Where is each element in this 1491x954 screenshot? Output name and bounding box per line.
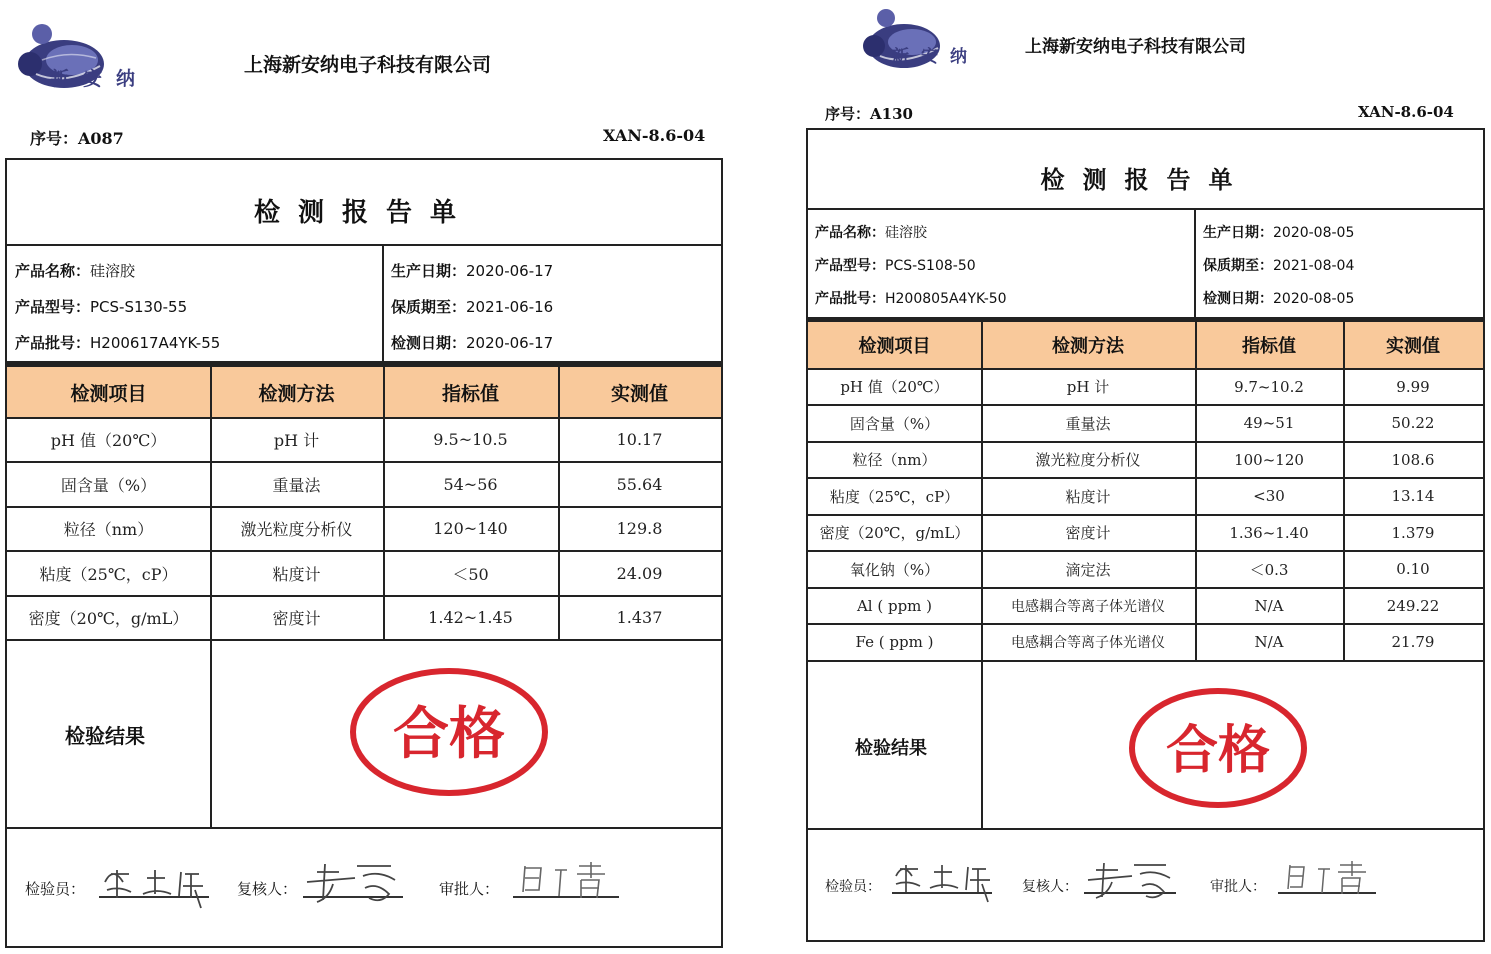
table-cell: 电感耦合等离子体光谱仪 [1011, 635, 1165, 651]
expiry-date: 2021-06-16 [466, 298, 554, 316]
stamp-text: 合格 [393, 702, 505, 767]
test-date: 2020-06-17 [466, 334, 554, 352]
production-date-label: 生产日期： [1203, 225, 1273, 241]
table-cell: <30 [1253, 487, 1285, 505]
report-frame [5, 158, 723, 948]
table-cell: pH 值（20℃） [50, 431, 167, 450]
inspector-label: 检验员： [25, 880, 86, 898]
table-header-spec: 指标值 [1242, 336, 1296, 357]
inspection-result-label: 检验结果 [855, 738, 927, 759]
test-date-label: 检测日期： [1203, 291, 1273, 307]
report-title: 检测报告单 [253, 198, 474, 228]
qualified-stamp [1126, 686, 1310, 810]
table-cell: 粘度（25℃，cP） [829, 487, 960, 506]
table-cell: pH 计 [273, 431, 320, 450]
table-cell: 1.42~1.45 [428, 608, 513, 627]
expiry-date-label: 保质期至： [391, 298, 467, 316]
company-logo [862, 6, 979, 72]
product-batch-line [15, 332, 220, 353]
table-cell: 249.22 [1386, 596, 1440, 615]
table-cell: 1.437 [616, 608, 663, 627]
approver-label: 审批人： [439, 880, 500, 898]
table-cell: 9.5~10.5 [433, 430, 508, 449]
table-cell: 电感耦合等离子体光谱仪 [1011, 598, 1165, 615]
production-date-label: 生产日期： [391, 262, 467, 280]
test-date-line [1203, 288, 1354, 308]
expiry-date: 2021-08-04 [1273, 258, 1355, 274]
table-cell: 100~120 [1234, 450, 1304, 469]
product-model-label: 产品型号： [815, 258, 885, 274]
table-cell: 54~56 [443, 474, 498, 494]
table-header-measured: 实测值 [610, 382, 668, 405]
production-date: 2020-06-17 [466, 262, 554, 280]
production-date: 2020-08-05 [1273, 225, 1355, 241]
table-cell: 120~140 [433, 519, 508, 538]
report-a087 [0, 0, 730, 954]
product-model-line [815, 255, 976, 275]
table-cell: 密度计 [272, 609, 321, 628]
row-divider [808, 660, 1483, 662]
row-divider [7, 639, 721, 641]
production-date-line [1203, 222, 1354, 242]
company-logo [16, 20, 150, 92]
table-header-method: 检测方法 [1052, 336, 1124, 357]
inspector-signature [890, 856, 996, 906]
product-name: 硅溶胶 [885, 225, 927, 241]
table-cell: ＜50 [452, 564, 489, 584]
table-cell: 粘度（25℃，cP） [39, 564, 178, 584]
product-name-label: 产品名称： [815, 225, 885, 241]
table-cell: 1.379 [1391, 523, 1435, 542]
table-cell: N/A [1254, 596, 1284, 615]
test-date-label: 检测日期： [391, 334, 467, 352]
row-divider [808, 828, 1483, 830]
table-cell: 24.09 [616, 563, 663, 583]
table-cell: 粘度计 [1065, 487, 1111, 506]
product-model-line [15, 296, 187, 317]
approver-signature [1282, 856, 1378, 900]
table-cell: 10.17 [616, 430, 663, 449]
table-cell: 108.6 [1391, 450, 1435, 469]
approver-label: 审批人： [1210, 879, 1266, 895]
table-cell: 9.99 [1396, 377, 1430, 396]
table-cell: 129.8 [616, 519, 663, 538]
table-cell: 粒径（nm） [63, 520, 154, 539]
expiry-date-line [1203, 255, 1354, 275]
product-name: 硅溶胶 [90, 262, 136, 280]
table-cell: 13.14 [1391, 487, 1435, 505]
table-cell: Al ( ppm ) [856, 596, 933, 615]
logo-text: 新安纳 [892, 47, 979, 67]
table-cell: 1.36~1.40 [1229, 523, 1309, 542]
document-code: XAN-8.6-04 [603, 126, 706, 145]
table-cell: 49~51 [1243, 414, 1295, 432]
product-model: PCS-S130-55 [90, 298, 188, 316]
reviewer-signature [1084, 854, 1180, 904]
stamp-text: 合格 [1165, 721, 1271, 781]
inspection-result-label: 检验结果 [65, 724, 145, 748]
table-cell: 粒径（nm） [852, 451, 937, 469]
table-cell: 9.7~10.2 [1234, 377, 1304, 396]
logo-text: 新安纳 [50, 68, 150, 90]
product-batch-label: 产品批号： [815, 291, 885, 307]
table-cell: 固含量（%） [60, 475, 157, 495]
divider [382, 244, 384, 362]
production-date-line [391, 260, 553, 281]
table-cell: pH 计 [1066, 378, 1110, 396]
table-cell: 密度（20℃，g/mL） [819, 524, 970, 542]
serial-number: 序号：A130 [825, 105, 913, 123]
table-cell: N/A [1254, 633, 1284, 651]
product-batch: H200805A4YK-50 [885, 291, 1007, 307]
table-cell: 激光粒度分析仪 [240, 520, 353, 539]
report-a130 [800, 0, 1491, 954]
reviewer-label: 复核人： [237, 880, 298, 898]
product-model-label: 产品型号： [15, 298, 91, 316]
divider [808, 208, 1483, 210]
table-cell: 0.10 [1396, 560, 1430, 578]
inspector-signature [99, 860, 211, 912]
table-header-spec: 指标值 [441, 382, 499, 405]
table-cell: 55.64 [616, 474, 663, 494]
table-cell: 滴定法 [1065, 560, 1111, 579]
table-cell: 固含量（%） [849, 414, 940, 433]
table-cell: 激光粒度分析仪 [1035, 451, 1141, 469]
table-header-item: 检测项目 [70, 382, 147, 405]
table-cell: 密度（20℃，g/mL） [28, 609, 189, 628]
table-cell: ＜0.3 [1249, 560, 1289, 579]
serial-number: 序号：A087 [30, 129, 124, 148]
document-code: XAN-8.6-04 [1358, 103, 1454, 121]
company-name: 上海新安纳电子科技有限公司 [1025, 37, 1246, 57]
table-header-item: 检测项目 [858, 336, 931, 357]
reviewer-signature [303, 854, 407, 908]
company-name: 上海新安纳电子科技有限公司 [244, 54, 492, 76]
expiry-date-label: 保质期至： [1203, 258, 1273, 274]
table-cell: pH 值（20℃） [840, 378, 949, 396]
product-model: PCS-S108-50 [885, 258, 976, 274]
product-name-line [15, 260, 135, 281]
expiry-date-line [391, 296, 553, 317]
report-frame [806, 128, 1485, 942]
product-batch: H200617A4YK-55 [90, 334, 221, 352]
divider [7, 244, 721, 246]
inspector-label: 检验员： [825, 879, 881, 895]
table-cell: 重量法 [272, 475, 321, 495]
table-cell: Fe ( ppm ) [855, 633, 934, 651]
table-header-method: 检测方法 [258, 382, 335, 405]
approver-signature [515, 856, 619, 904]
table-cell: 50.22 [1391, 414, 1435, 432]
table-cell: 密度计 [1065, 524, 1111, 542]
table-header-measured: 实测值 [1386, 336, 1440, 357]
table-cell: 重量法 [1065, 414, 1111, 433]
report-title: 检测报告单 [1040, 166, 1251, 194]
table-cell: 21.79 [1391, 633, 1435, 651]
table-cell: 氧化钠（%） [849, 560, 940, 579]
test-date-line [391, 332, 553, 353]
divider [1194, 208, 1196, 318]
product-batch-line [815, 288, 1007, 308]
table-cell: 粘度计 [272, 564, 321, 584]
product-name-label: 产品名称： [15, 262, 91, 280]
product-name-line [815, 222, 927, 242]
test-date: 2020-08-05 [1273, 291, 1355, 307]
reviewer-label: 复核人： [1022, 879, 1078, 895]
qualified-stamp [347, 665, 551, 799]
product-batch-label: 产品批号： [15, 334, 91, 352]
row-divider [7, 827, 721, 829]
